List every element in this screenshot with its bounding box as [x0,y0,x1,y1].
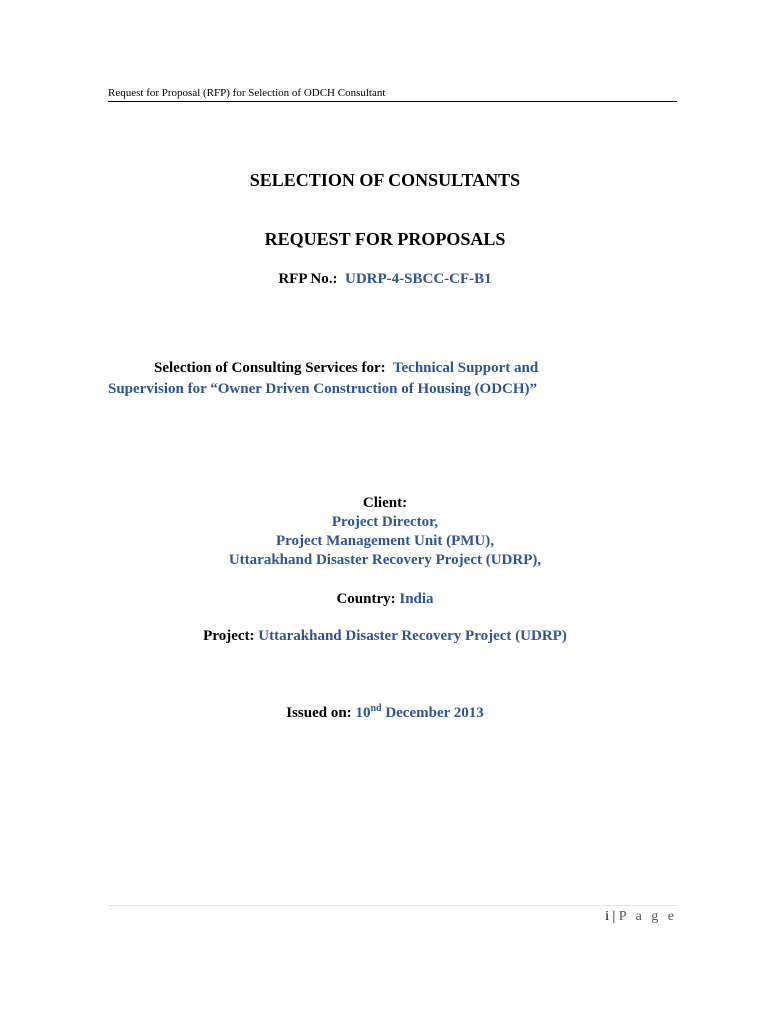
document-title: SELECTION OF CONSULTANTS [249,170,521,190]
issued-day-suffix: nd [370,703,382,714]
issued-date [355,705,483,721]
rfp-number-value: UDRP-4-SBCC-CF-B1 [345,271,492,287]
page-separator: | [612,909,616,924]
footer-divider [108,905,677,906]
services-value-line2-quote: “Owner Driven Construction of Housing (ODCH)” [210,381,538,397]
country-line [0,590,770,609]
services-label: Selection of Consulting Services for: [154,360,386,376]
document-subtitle: REQUEST FOR PROPOSALS [264,229,506,249]
services-value-line1: Technical Support and [392,360,539,376]
issued-line [0,704,770,723]
country-label: Country: [336,591,396,607]
client-line-1: Project Director, [331,514,439,530]
client-line-3: Uttarakhand Disaster Recovery Project (UDRP), [228,552,542,568]
project-value: Uttarakhand Disaster Recovery Project (UDRP) [258,628,567,644]
client-label: Client: [362,495,408,511]
project-line [0,627,770,646]
issued-label: Issued on: [286,705,352,721]
issued-month-year: December 2013 [385,705,484,721]
client-line-2: Project Management Unit (PMU), [276,533,494,549]
rfp-number-line [0,270,770,289]
page-word: P a g e [618,909,677,924]
issued-day: 10 [355,705,371,721]
page-number: i [605,909,609,924]
page-footer [605,908,677,926]
country-value: India [399,591,434,607]
services-value-line2-prefix: Supervision for [108,381,207,397]
running-header: Request for Proposal (RFP) for Selection of ODCH Consultant [108,87,677,102]
project-label: Project: [203,628,255,644]
consulting-services-paragraph [108,358,677,400]
rfp-number-label: RFP No.: [278,271,338,287]
